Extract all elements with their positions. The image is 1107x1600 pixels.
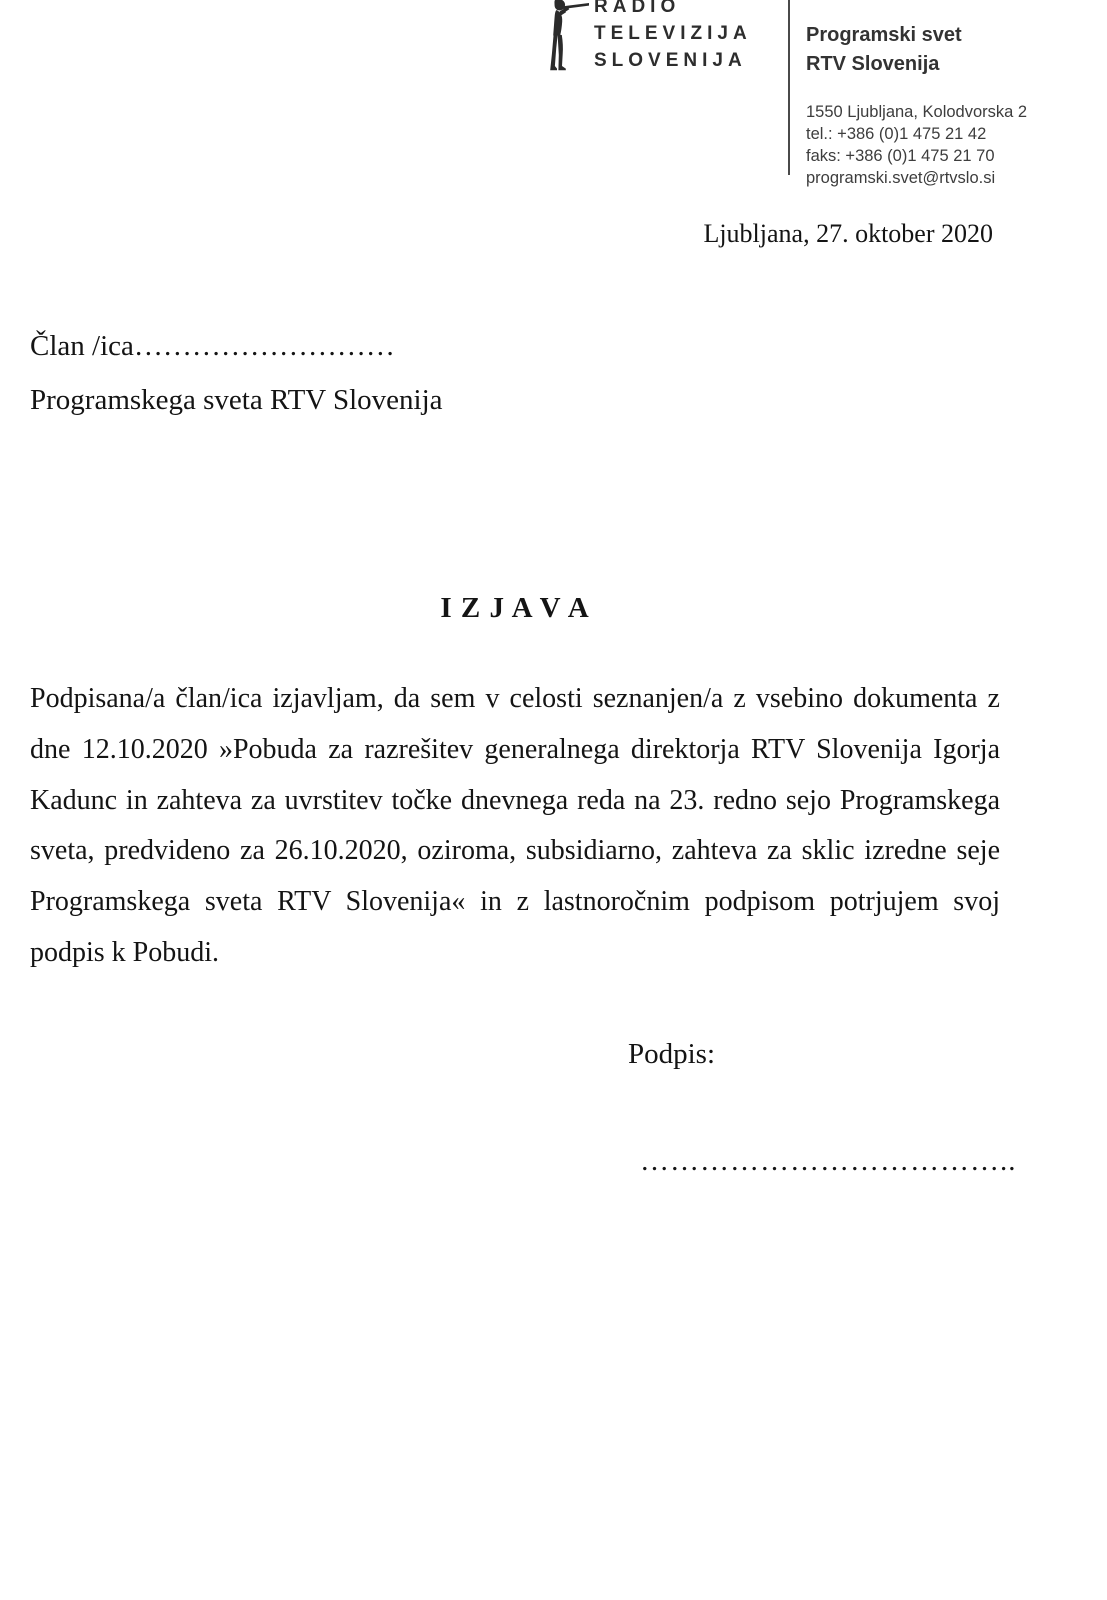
addressee-member-line: Član /ica……………………… (30, 330, 395, 362)
contact-fax: faks: +386 (0)1 475 21 70 (806, 147, 995, 165)
org-name-line1: Programski svet (806, 24, 962, 46)
dateline: Ljubljana, 27. oktober 2020 (703, 219, 993, 248)
contact-email: programski.svet@rtvslo.si (806, 169, 996, 187)
org-name-line2: RTV Slovenija (806, 53, 940, 75)
document-title: I Z J A V A (440, 592, 590, 624)
rtv-flute-player-icon (540, 0, 590, 72)
logo-line-slovenija: SLOVENIJA (594, 50, 747, 71)
body-line: Programskega sveta RTV Slovenija« in z lastnoročnim podpisom potrjujem svoj (30, 886, 1000, 918)
body-line: dne 12.10.2020 »Pobuda za razrešitev generalnega direktorja RTV Slovenija Igorja (30, 733, 1000, 765)
signature-label: Podpis: (628, 1038, 716, 1070)
logo-line-radio: RADIO (594, 0, 681, 17)
logo-wordmark (594, 0, 752, 74)
body-line: sveta, predvideno za 26.10.2020, oziroma, subsidiarno, zahteva za sklic izredne seje (30, 835, 1000, 867)
body-line: Podpisana/a član/ica izjavljam, da sem v celosti seznanjen/a z vsebino dokumenta z (30, 683, 1000, 714)
body-line: podpis k Pobudi. (30, 936, 220, 968)
contact-address: 1550 Ljubljana, Kolodvorska 2 (806, 103, 1028, 121)
letterhead-divider (788, 0, 790, 175)
signature-dotted-line: ……………………………….. (640, 1145, 1017, 1177)
body-paragraph (30, 674, 1000, 979)
letterhead-org (806, 21, 962, 79)
contact-tel: tel.: +386 (0)1 475 21 42 (806, 125, 987, 143)
logo-line-televizija: TELEVIZIJA (594, 23, 752, 44)
body-line: Kadunc in zahteva za uvrstitev točke dnevnega reda na 23. redno sejo Programskega (30, 784, 1000, 816)
letterhead-contact (806, 101, 1027, 189)
addressee-council-line: Programskega sveta RTV Slovenija (30, 384, 443, 416)
